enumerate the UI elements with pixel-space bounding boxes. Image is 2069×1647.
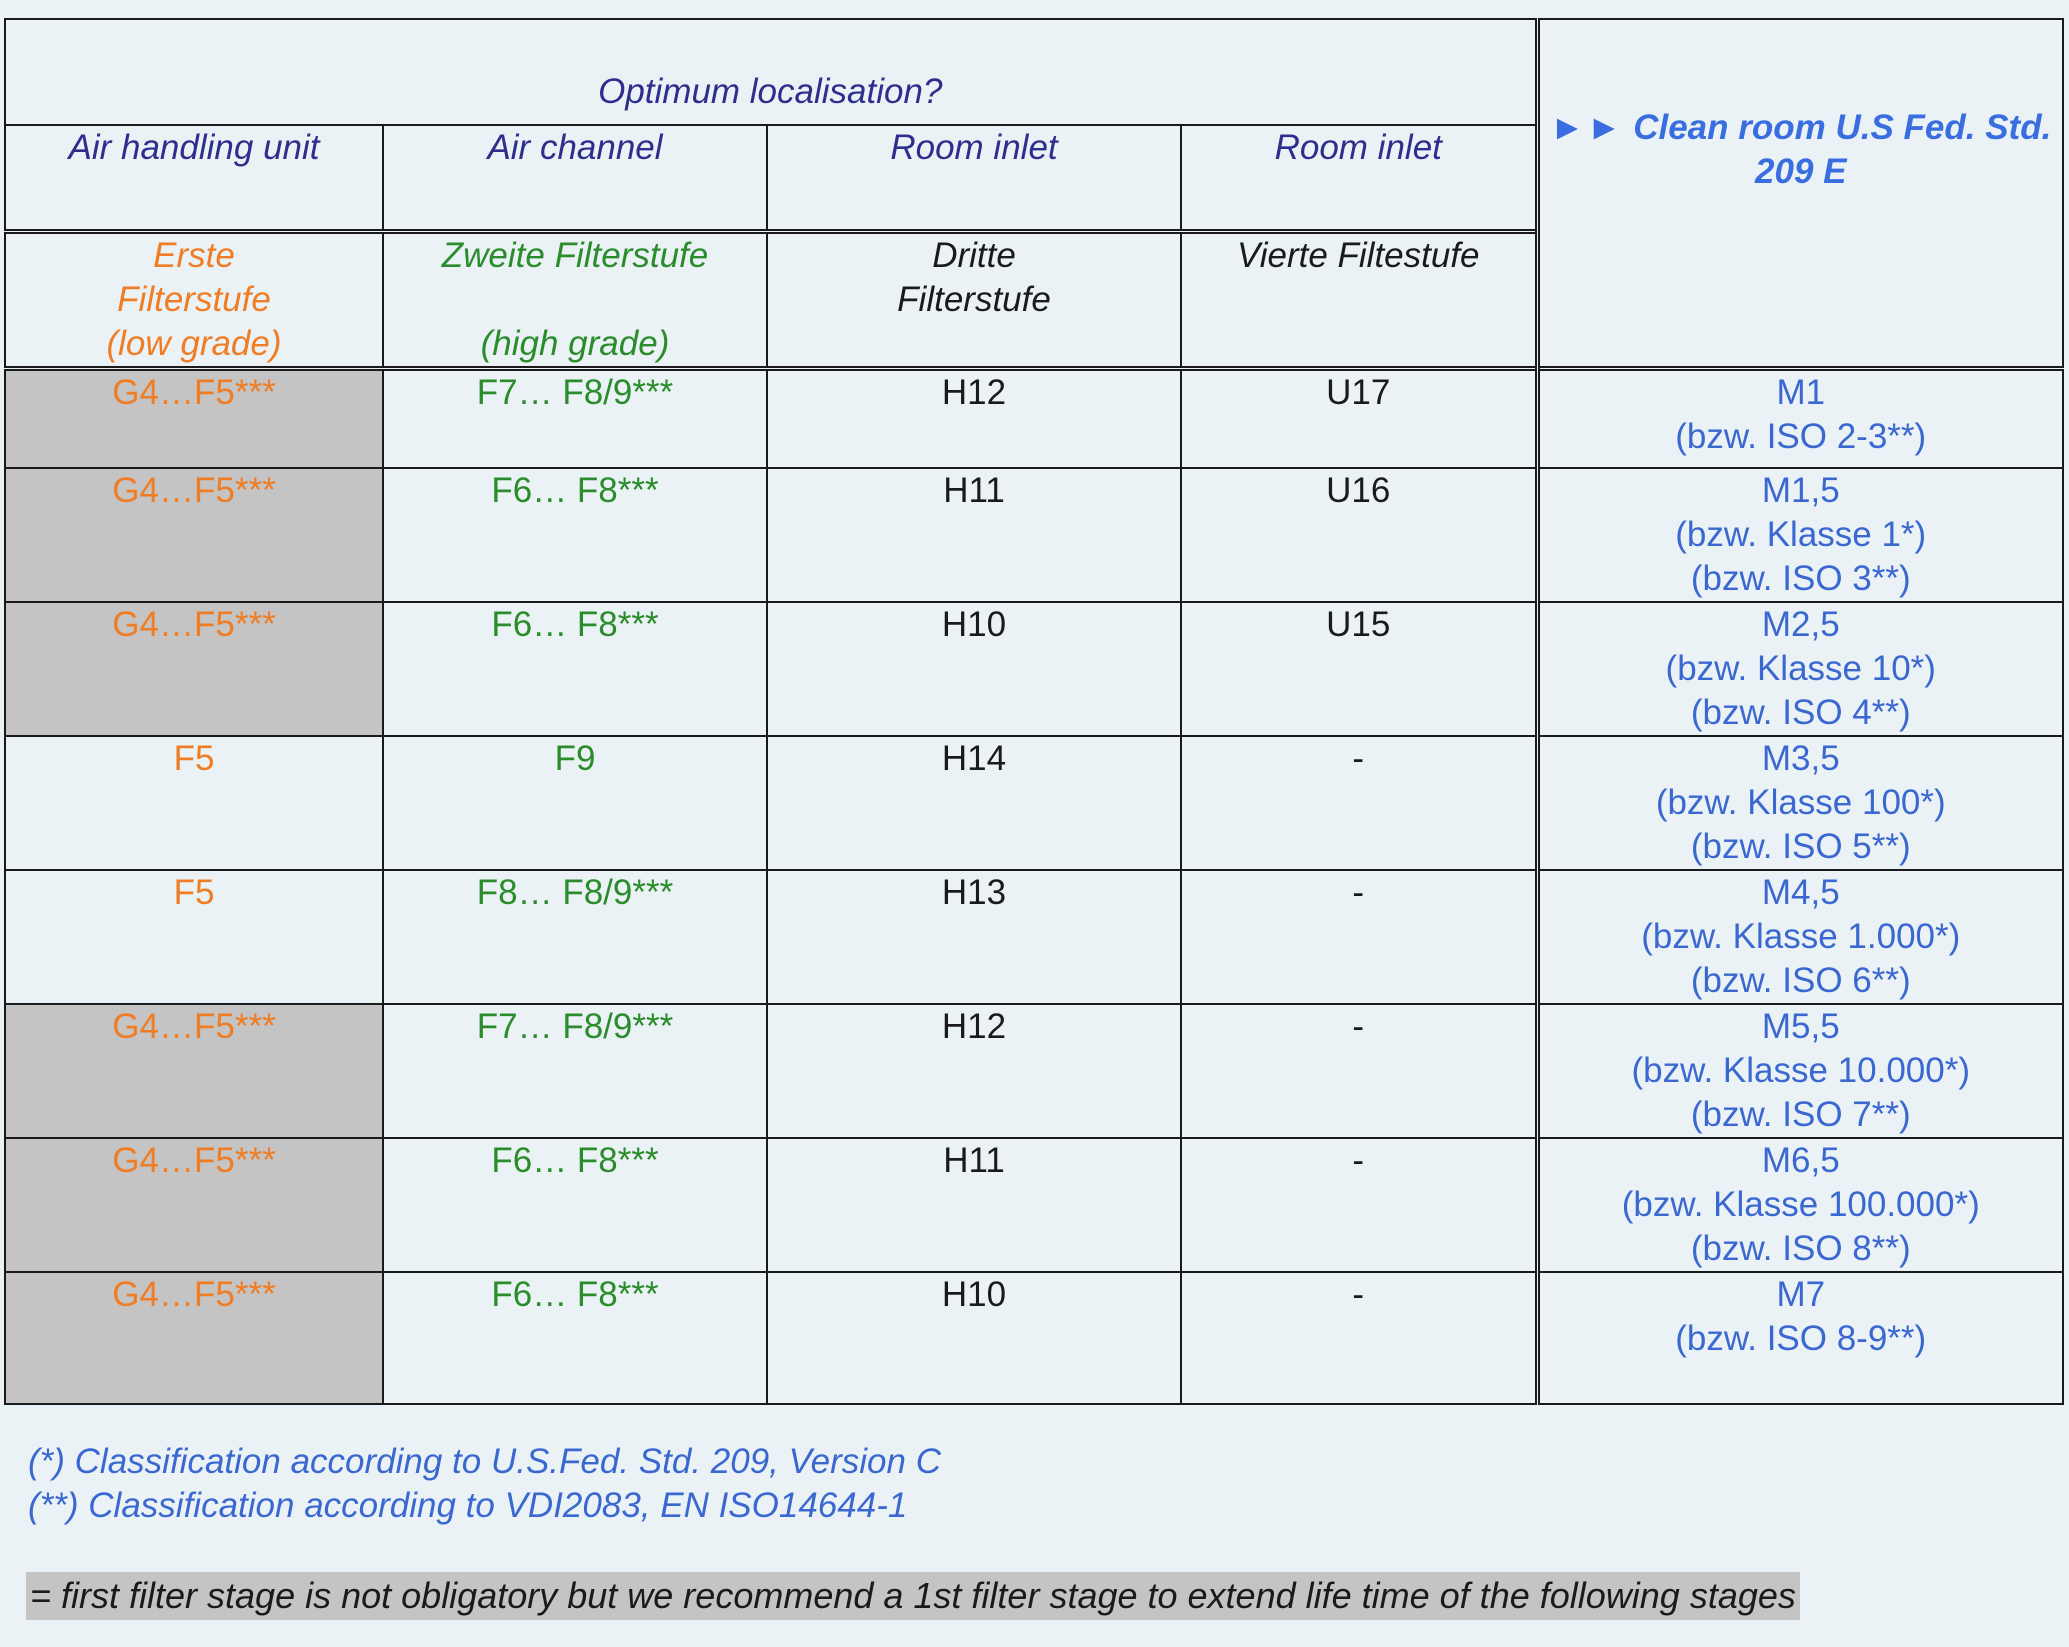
table-row	[5, 1004, 2063, 1138]
table-row	[5, 870, 2063, 1004]
fourth-stage-cell: -	[1181, 1004, 1537, 1138]
clean-room-class-line: (bzw. Klasse 10*)	[1665, 649, 1936, 688]
clean-room-class-cell	[1537, 468, 2063, 602]
table-row	[5, 602, 2063, 736]
table-row	[5, 468, 2063, 602]
second-stage-cell: F8… F8/9***	[383, 870, 767, 1004]
first-stage-header: Erste Filterstufe (low grade)	[5, 231, 383, 368]
first-stage-cell: G4…F5***	[5, 368, 383, 468]
table-row	[5, 368, 2063, 468]
clean-room-class-line: (bzw. Klasse 10.000*)	[1631, 1051, 1970, 1090]
table-body	[5, 368, 2063, 1404]
clean-room-class-line: (bzw. Klasse 1.000*)	[1641, 917, 1961, 956]
clean-room-class-line: (bzw. ISO 5**)	[1690, 827, 1911, 866]
clean-room-class-line: M2,5	[1761, 605, 1840, 644]
footnote-1: (*) Classification according to U.S.Fed. Std. 209, Version C	[28, 1442, 941, 1481]
first-stage-cell: G4…F5***	[5, 1272, 383, 1404]
grey-cell-legend: = first filter stage is not obligatory but we recommend a 1st filter stage to extend life time of the following stages	[26, 1572, 1800, 1620]
second-stage-cell: F7… F8/9***	[383, 368, 767, 468]
clean-room-class-line: M3,5	[1761, 739, 1840, 778]
second-stage-cell: F6… F8***	[383, 1272, 767, 1404]
location-room-inlet-1: Room inlet	[767, 125, 1181, 231]
third-stage-cell: H10	[767, 602, 1181, 736]
footnote-2: (**) Classification according to VDI2083, EN ISO14644-1	[28, 1486, 908, 1525]
first-stage-cell: F5	[5, 870, 383, 1004]
filter-stage-table	[4, 18, 2064, 1405]
clean-room-class-cell	[1537, 602, 2063, 736]
location-air-handling-unit: Air handling unit	[5, 125, 383, 231]
clean-room-class-line: (bzw. Klasse 100.000*)	[1621, 1185, 1980, 1224]
clean-room-class-cell	[1537, 1272, 2063, 1404]
optimum-localisation-header	[5, 19, 1537, 125]
clean-room-class-line: M7	[1776, 1275, 1826, 1314]
first-stage-cell: G4…F5***	[5, 602, 383, 736]
clean-room-class-cell	[1537, 368, 2063, 468]
clean-room-class-line: (bzw. ISO 7**)	[1690, 1095, 1911, 1134]
third-stage-cell: H13	[767, 870, 1181, 1004]
first-stage-cell: G4…F5***	[5, 1138, 383, 1272]
first-stage-cell: G4…F5***	[5, 468, 383, 602]
table-row	[5, 1272, 2063, 1404]
clean-room-class-line: M4,5	[1761, 873, 1840, 912]
clean-room-class-line: (bzw. ISO 6**)	[1690, 961, 1911, 1000]
third-stage-cell: H14	[767, 736, 1181, 870]
clean-room-class-line: (bzw. Klasse 100*)	[1655, 783, 1946, 822]
fourth-stage-cell: U16	[1181, 468, 1537, 602]
clean-room-class-line: (bzw. ISO 2-3**)	[1675, 416, 1927, 456]
clean-room-class-cell	[1537, 870, 2063, 1004]
fourth-stage-cell: -	[1181, 736, 1537, 870]
fourth-stage-cell: U15	[1181, 602, 1537, 736]
clean-room-header	[1537, 19, 2063, 368]
third-stage-header: Dritte Filterstufe	[767, 231, 1181, 368]
clean-room-class-line: M5,5	[1761, 1007, 1840, 1046]
third-stage-cell: H12	[767, 1004, 1181, 1138]
first-stage-cell: G4…F5***	[5, 1004, 383, 1138]
clean-room-class-line: M1,5	[1761, 471, 1840, 510]
fourth-stage-cell: -	[1181, 1138, 1537, 1272]
fourth-stage-cell: U17	[1181, 368, 1537, 468]
second-stage-header: Zweite Filterstufe (high grade)	[383, 231, 767, 368]
clean-room-class-line: (bzw. ISO 3**)	[1690, 559, 1911, 598]
location-air-channel: Air channel	[383, 125, 767, 231]
clean-room-class-line: (bzw. ISO 4**)	[1690, 693, 1911, 732]
second-stage-cell: F6… F8***	[383, 468, 767, 602]
clean-room-class-cell	[1537, 736, 2063, 870]
fourth-stage-cell: -	[1181, 1272, 1537, 1404]
third-stage-cell: H11	[767, 468, 1181, 602]
fourth-stage-header: Vierte Filtestufe	[1181, 231, 1537, 368]
filter-table-wrapper	[4, 18, 2064, 1405]
third-stage-cell: H11	[767, 1138, 1181, 1272]
clean-room-class-line: (bzw. ISO 8-9**)	[1675, 1319, 1927, 1358]
table-title: Optimum localisation?	[598, 72, 943, 111]
clean-room-class-line: M1	[1776, 372, 1826, 412]
footnotes	[28, 1440, 941, 1528]
second-stage-cell: F9	[383, 736, 767, 870]
first-stage-cell: F5	[5, 736, 383, 870]
fourth-stage-cell: -	[1181, 870, 1537, 1004]
third-stage-cell: H12	[767, 368, 1181, 468]
second-stage-cell: F7… F8/9***	[383, 1004, 767, 1138]
clean-room-label: Clean room U.S Fed. Std. 209 E	[1633, 108, 2052, 191]
clean-room-class-cell	[1537, 1004, 2063, 1138]
third-stage-cell: H10	[767, 1272, 1181, 1404]
table-row	[5, 736, 2063, 870]
location-room-inlet-2: Room inlet	[1181, 125, 1537, 231]
double-arrow-icon: ►►	[1550, 108, 1624, 147]
second-stage-cell: F6… F8***	[383, 602, 767, 736]
clean-room-class-line: (bzw. Klasse 1*)	[1675, 515, 1927, 554]
second-stage-cell: F6… F8***	[383, 1138, 767, 1272]
clean-room-class-line: (bzw. ISO 8**)	[1690, 1229, 1911, 1268]
table-row	[5, 1138, 2063, 1272]
clean-room-class-cell	[1537, 1138, 2063, 1272]
clean-room-class-line: M6,5	[1761, 1141, 1840, 1180]
